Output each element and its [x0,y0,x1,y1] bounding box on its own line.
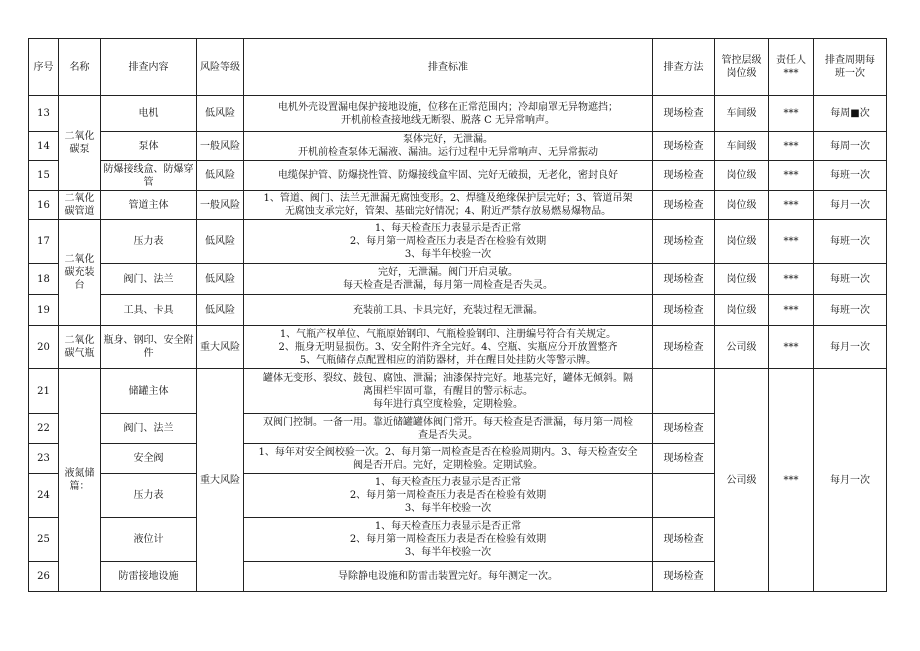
row-content: 储罐主体 [101,369,197,414]
row-standard: 1、每天检查压力表显示是否正常 2、每月第一周检查压力表是否在检验有效期 3、每半年校验一次 [244,518,653,562]
row-period: 每班一次 [814,220,887,264]
table-row [29,191,887,220]
row-level: 车间级 [715,132,769,161]
table-row [29,161,887,191]
group-owner-tank: *** [769,369,814,592]
row-content: 工具、卡具 [101,295,197,326]
row-number: 15 [29,161,59,191]
row-content: 防雷接地设施 [101,562,197,592]
row-method [653,369,715,414]
row-level: 车间级 [715,96,769,132]
row-owner: *** [769,220,814,264]
row-content: 阀门、法兰 [101,264,197,295]
row-owner: *** [769,161,814,191]
row-risk: 低风险 [197,295,244,326]
row-content: 瓶身、钢印、安全附件 [101,326,197,369]
row-level: 岗位级 [715,264,769,295]
row-owner: *** [769,326,814,369]
row-method: 现场检查 [653,161,715,191]
row-owner: *** [769,132,814,161]
row-period: 每班一次 [814,295,887,326]
row-method: 现场检查 [653,295,715,326]
row-content: 安全阀 [101,444,197,474]
inspection-table [28,38,887,592]
row-method: 现场检查 [653,220,715,264]
row-risk: 低风险 [197,220,244,264]
row-risk: 重大风险 [197,326,244,369]
row-method: 现场检查 [653,444,715,474]
row-period: 每月一次 [814,191,887,220]
group-name-station: 二氧化碳充装台 [59,220,101,326]
group-risk-tank: 重大风险 [197,369,244,592]
row-method: 现场检查 [653,132,715,161]
row-content: 电机 [101,96,197,132]
row-number: 26 [29,562,59,592]
row-number: 19 [29,295,59,326]
group-period-tank: 每月一次 [814,369,887,592]
row-content: 压力表 [101,220,197,264]
row-level: 岗位级 [715,191,769,220]
header-period: 排查周期每 班一次 [814,39,887,96]
header-content: 排查内容 [101,39,197,96]
row-number: 22 [29,414,59,444]
row-standard: 电机外壳设置漏电保护接地设施，位移在正常范围内；冷却扇罩无异物遮挡； 开机前检查接地线无断裂、脱落 C 无异常响声。 [244,96,653,132]
row-risk: 一般风险 [197,191,244,220]
row-owner: *** [769,295,814,326]
row-level: 岗位级 [715,220,769,264]
row-standard: 1、气瓶产权单位、气瓶原始钢印、气瓶检验钢印、注册编号符合有关规定。 2、瓶身无明显损伤。3、安全附件齐全完好。4、空瓶、实瓶应分开放置整齐 5、气瓶储存点配置相应的消防器材，并在醒目处挂防火等警示牌。 [244,326,653,369]
row-number: 25 [29,518,59,562]
group-name-pump: 二氧化碳泵 [59,96,101,191]
group-name-pipe: 二氧化碳管道 [59,191,101,220]
row-standard: 电缆保护管、防爆挠性管、防爆接线盒牢固、完好无破损，无老化，密封良好 [244,161,653,191]
row-level: 公司级 [715,326,769,369]
table-row [29,132,887,161]
row-number: 18 [29,264,59,295]
table-row [29,96,887,132]
row-period: 每班一次 [814,264,887,295]
row-period: 每班一次 [814,161,887,191]
row-owner: *** [769,264,814,295]
row-method: 现场检查 [653,518,715,562]
row-risk: 低风险 [197,264,244,295]
header-row [29,39,887,96]
row-number: 24 [29,474,59,518]
row-level: 岗位级 [715,161,769,191]
row-period: 每周■次 [814,96,887,132]
row-standard: 充装前工具、卡具完好，充装过程无泄漏。 [244,295,653,326]
header-seq: 序号 [29,39,59,96]
row-level: 岗位级 [715,295,769,326]
row-content: 防爆接线盒、防爆穿管 [101,161,197,191]
header-standard: 排查标准 [244,39,653,96]
row-number: 21 [29,369,59,414]
row-method [653,474,715,518]
header-method: 排查方法 [653,39,715,96]
row-owner: *** [769,191,814,220]
row-content: 管道主体 [101,191,197,220]
row-method: 现场检查 [653,414,715,444]
row-method: 现场检查 [653,264,715,295]
header-risk: 风险等级 [197,39,244,96]
table-row [29,326,887,369]
row-number: 14 [29,132,59,161]
row-number: 20 [29,326,59,369]
header-name: 名称 [59,39,101,96]
group-name-cylinder: 二氧化碳气瓶 [59,326,101,369]
row-risk: 一般风险 [197,132,244,161]
header-owner: 责任人*** [769,39,814,96]
row-method: 现场检查 [653,326,715,369]
group-name-tank: 液氮储篇： [59,369,101,592]
row-risk: 低风险 [197,96,244,132]
row-content: 压力表 [101,474,197,518]
table-row [29,295,887,326]
table-row [29,369,887,414]
row-number: 17 [29,220,59,264]
row-standard: 完好，无泄漏。阀门开启灵敏。 每天检查是否泄漏，每月第一周检查是否失灵。 [244,264,653,295]
row-period: 每周一次 [814,132,887,161]
row-content: 泵体 [101,132,197,161]
row-standard: 罐体无变形、裂纹、鼓包、腐蚀、泄漏；油漆保持完好。地基完好，罐体无倾斜。隔 离围栏牢固可靠，有醒目的警示标志。 每年进行真空度检验，定期检验。 [244,369,653,414]
table-row [29,264,887,295]
row-period: 每月一次 [814,326,887,369]
row-standard: 1、每天检查压力表显示是否正常 2、每月第一周检查压力表是否在检验有效期 3、每半年校验一次 [244,474,653,518]
row-number: 16 [29,191,59,220]
row-standard: 双阀门控制。一备一用。靠近储罐罐体阀门常开。每天检查是否泄漏，每月第一周检 查是否失灵。 [244,414,653,444]
row-method: 现场检查 [653,191,715,220]
header-level: 管控层级 岗位级 [715,39,769,96]
row-standard: 1、每年对安全阀校验一次。2、每月第一周检查是否在检验周期内。3、每天检查安全 阀是否开启。完好，定期检验。定期试验。 [244,444,653,474]
row-number: 13 [29,96,59,132]
row-number: 23 [29,444,59,474]
row-standard: 泵体完好，无泄漏。 开机前检查泵体无漏液、漏油。运行过程中无异常响声、无异常振动 [244,132,653,161]
row-owner: *** [769,96,814,132]
row-method: 现场检查 [653,96,715,132]
row-method: 现场检查 [653,562,715,592]
row-standard: 1、管道、阀门、法兰无泄漏无腐蚀变形。2、焊缝及绝缘保护层完好；3、管道吊架 无腐蚀支承完好，管架、基础完好情况；4、附近严禁存放易燃易爆物品。 [244,191,653,220]
row-standard: 1、每天检查压力表显示是否正常 2、每月第一周检查压力表是否在检验有效期 3、每半年校验一次 [244,220,653,264]
row-standard: 导除静电设施和防雷击装置完好。每年测定一次。 [244,562,653,592]
row-content: 液位计 [101,518,197,562]
row-risk: 低风险 [197,161,244,191]
table-row [29,220,887,264]
row-content: 阀门、法兰 [101,414,197,444]
group-level-tank: 公司级 [715,369,769,592]
